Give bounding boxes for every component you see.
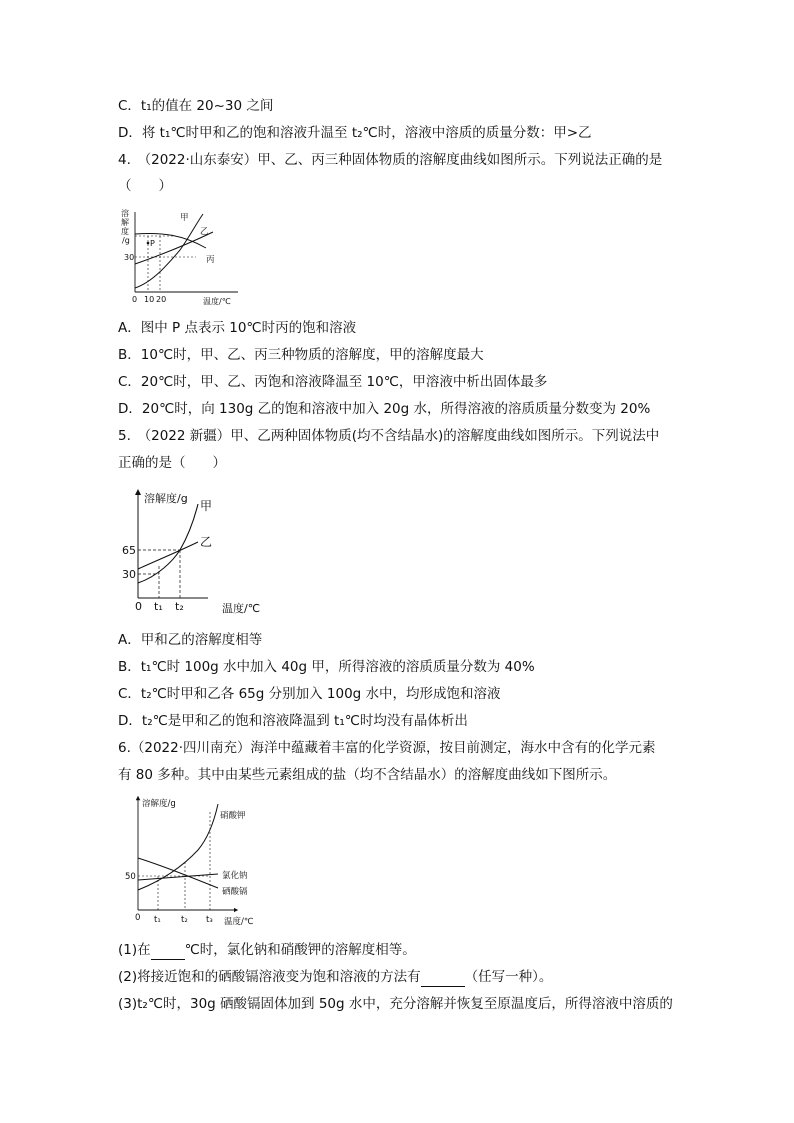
q4-stem: 4. （2022·山东泰安）甲、乙、丙三种固体物质的溶解度曲线如图所示。下列说法正确的是: [118, 152, 663, 168]
q6-part-2: [118, 967, 552, 987]
q5-xlabel: 温度/℃: [222, 602, 261, 615]
q3-option-c: C．t₁的值在 20~30 之间: [118, 98, 274, 114]
q5-xtick-t1: t₁: [154, 600, 163, 613]
q6-part-1: [118, 940, 416, 960]
q6-xtick-t1: t₁: [154, 915, 161, 925]
q4-point-p: [147, 242, 150, 245]
q6-part-1-post: ℃时，氯化钠和硝酸钾的溶解度相等。: [184, 942, 416, 958]
q6-label-cdseo4: 硒酸镉: [222, 887, 248, 897]
q4-ytick-30: 30: [124, 253, 135, 262]
q6-part-1-pre: (1)在: [118, 942, 151, 958]
q4-curve-bing: [135, 233, 206, 248]
q4-label-jia: 甲: [180, 213, 189, 223]
q6-ytick-50: 50: [125, 872, 136, 882]
q4-point-label: P: [150, 239, 155, 248]
q4-xtick-0: 0: [132, 295, 138, 304]
q5-option-a: A．甲和乙的溶解度相等: [118, 632, 263, 648]
q6-curve-cdseo4: [138, 858, 218, 888]
q6-part-1-blank[interactable]: [151, 945, 185, 960]
q4-solubility-figure: [118, 206, 243, 311]
q6-xtick-0: 0: [135, 913, 141, 923]
q3-option-d: D．将 t₁℃时甲和乙的饱和溶液升温至 t₂℃时，溶液中溶质的质量分数：甲>乙: [118, 125, 592, 141]
q6-xtick-t3: t₃: [206, 915, 213, 925]
q5-label-yi: 乙: [200, 535, 213, 549]
q6-solubility-figure: [118, 792, 263, 932]
q5-stem-cont: 正确的是（ ）: [118, 455, 226, 471]
q6-part-3: (3)t₂℃时，30g 硒酸镉固体加到 50g 水中，充分溶解并恢复至原温度后，所得溶液中溶质的: [118, 996, 673, 1012]
q5-option-b: B．t₁℃时 100g 水中加入 40g 甲，所得溶液的溶质质量分数为 40%: [118, 659, 535, 675]
q5-curve-jia: [138, 504, 198, 583]
q6-stem: 6.（2022·四川南充）海洋中蕴藏着丰富的化学资源，按目前测定，海水中含有的化学元素: [118, 740, 656, 756]
q5-ytick-65: 65: [122, 544, 136, 557]
q6-xlabel: 温度/℃: [224, 917, 254, 927]
q6-stem-cont: 有 80 多种。其中由某些元素组成的盐（均不含结晶水）的溶解度曲线如下图所示。: [118, 767, 617, 783]
q4-stem-cont: （ ）: [118, 178, 172, 194]
q6-part-2-pre: (2)将接近饱和的硒酸镉溶液变为饱和溶液的方法有: [118, 969, 421, 985]
q6-label-nacl: 氯化钠: [222, 871, 248, 881]
q6-part-2-post: （任写一种）。: [464, 969, 553, 985]
q5-option-d: D．t₂℃是甲和乙的饱和溶液降温到 t₁℃时均没有晶体析出: [118, 713, 468, 729]
q4-option-b: B．10℃时，甲、乙、丙三种物质的溶解度，甲的溶解度最大: [118, 347, 484, 363]
q5-ylabel: 溶解度/g: [144, 492, 188, 505]
q6-ylabel: 溶解度/g: [142, 799, 176, 809]
q4-label-yi: 乙: [200, 227, 209, 237]
q4-option-c: C．20℃时，甲、乙、丙饱和溶液降温至 10℃，甲溶液中析出固体最多: [118, 374, 548, 390]
q6-xtick-t2: t₂: [181, 915, 188, 925]
q4-xtick-20: 20: [156, 295, 167, 304]
q4-ylabel: 溶解度/g: [121, 209, 130, 245]
q5-option-c: C．t₂℃时甲和乙各 65g 分别加入 100g 水中，均形成饱和溶液: [118, 686, 501, 702]
q4-option-a: A．图中 P 点表示 10℃时丙的饱和溶液: [118, 320, 357, 336]
q5-ytick-30: 30: [122, 568, 136, 581]
q4-label-bing: 丙: [206, 255, 215, 265]
q5-stem: 5. （2022 新疆）甲、乙两种固体物质(均不含结晶水)的溶解度曲线如图所示。下列说法中: [118, 428, 660, 444]
q6-curve-nacl: [138, 874, 218, 880]
q4-option-d: D．20℃时，向 130g 乙的饱和溶液中加入 20g 水，所得溶液的溶质质量分数变为 20%: [118, 401, 651, 417]
q5-solubility-figure: [118, 486, 268, 618]
q5-xtick-t2: t₂: [175, 600, 184, 613]
q4-xtick-10: 10: [144, 295, 155, 304]
q4-xlabel: 温度/℃: [203, 297, 231, 306]
q5-label-jia: 甲: [200, 499, 213, 513]
q6-label-kno3: 硝酸钾: [220, 811, 246, 821]
q6-part-2-blank[interactable]: [421, 972, 465, 987]
q5-xtick-0: 0: [135, 600, 142, 613]
